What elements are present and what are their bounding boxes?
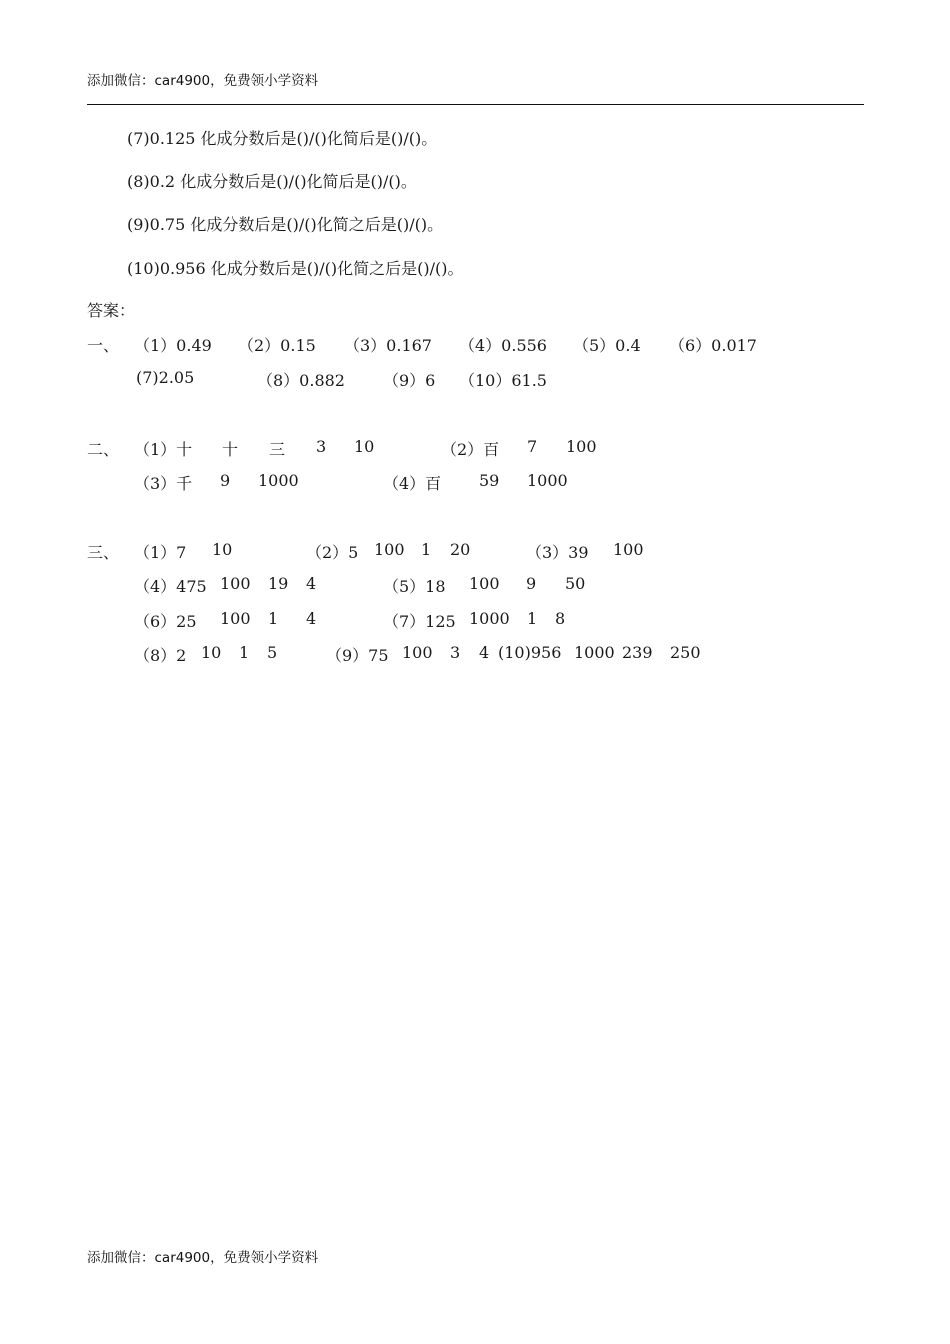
answer-cell: 100 [220,609,251,628]
answer-cell: 4 [479,643,490,662]
answer-cell: （8）2 [134,646,187,665]
answer-cell: （9）6 [383,371,436,390]
answer-cell: （3）0.167 [344,336,432,355]
answer-cell: 三 [269,440,286,459]
answer-cell: 10 [212,540,233,559]
question-10: (10)0.956 化成分数后是()/()化简之后是()/()。 [127,259,464,278]
answer-cell: 1000 [258,471,299,490]
answer-cell: （6）25 [134,612,197,631]
answer-cell: （9）75 [326,646,389,665]
answer-cell: 59 [479,471,500,490]
page-header: 添加微信：car4900，免费领小学资料 [87,73,319,89]
answer-cell: （3）千 [134,474,193,493]
answer-cell: 100 [402,643,433,662]
answer-cell: 十 [222,440,239,459]
answer-cell: 3 [450,643,461,662]
answer-cell: 100 [566,437,597,456]
answer-cell: 1000 [469,609,510,628]
answer-cell: 239 [622,643,653,662]
answer-cell: （5）0.4 [573,336,641,355]
answer-cell: （1）7 [134,543,187,562]
answer-cell: （4）百 [383,474,442,493]
answer-cell: （1）0.49 [134,336,212,355]
answer-cell: （1）十 [134,440,193,459]
section-two-label: 二、 [87,440,120,459]
section-one-label: 一、 [87,336,120,355]
answer-cell: 100 [613,540,644,559]
answer-cell: 9 [526,574,537,593]
answer-cell: 7 [527,437,538,456]
answer-cell: 50 [565,574,586,593]
answer-cell: 100 [469,574,500,593]
question-7: (7)0.125 化成分数后是()/()化简后是()/()。 [127,129,438,148]
answers-title: 答案： [87,301,136,320]
answer-cell: 1 [268,609,279,628]
page-footer: 添加微信：car4900，免费领小学资料 [87,1250,319,1266]
answer-cell: （5）18 [383,577,446,596]
answer-cell: 10 [201,643,222,662]
answer-cell: 4 [306,574,317,593]
answer-cell: 100 [220,574,251,593]
answer-cell: (10)956 [498,643,562,662]
answer-cell: 10 [354,437,375,456]
answer-cell: 3 [316,437,327,456]
answer-cell: （4）475 [134,577,207,596]
header-divider [87,104,864,105]
answer-cell: （4）0.556 [459,336,547,355]
question-9: (9)0.75 化成分数后是()/()化简之后是()/()。 [127,215,444,234]
answer-cell: （2）百 [441,440,500,459]
answer-cell: 1 [527,609,538,628]
answer-cell: （6）0.017 [669,336,757,355]
answer-cell: （8）0.882 [257,371,345,390]
answer-cell: 1 [239,643,250,662]
answer-cell: 250 [670,643,701,662]
question-8: (8)0.2 化成分数后是()/()化简后是()/()。 [127,172,417,191]
answer-cell: （3）39 [526,543,589,562]
answer-cell: 4 [306,609,317,628]
answer-cell: 1 [421,540,432,559]
answer-cell: 1000 [527,471,568,490]
answer-cell: 100 [374,540,405,559]
answer-cell: 5 [267,643,278,662]
section-three-label: 三、 [87,543,120,562]
answer-cell: 20 [450,540,471,559]
answer-cell: （7）125 [383,612,456,631]
answer-cell: (7)2.05 [136,368,195,387]
answer-cell: （10）61.5 [459,371,547,390]
answer-cell: 9 [220,471,231,490]
answer-cell: 1000 [574,643,615,662]
answer-cell: 19 [268,574,289,593]
answer-cell: （2）5 [306,543,359,562]
answer-cell: 8 [555,609,566,628]
answer-cell: （2）0.15 [238,336,316,355]
